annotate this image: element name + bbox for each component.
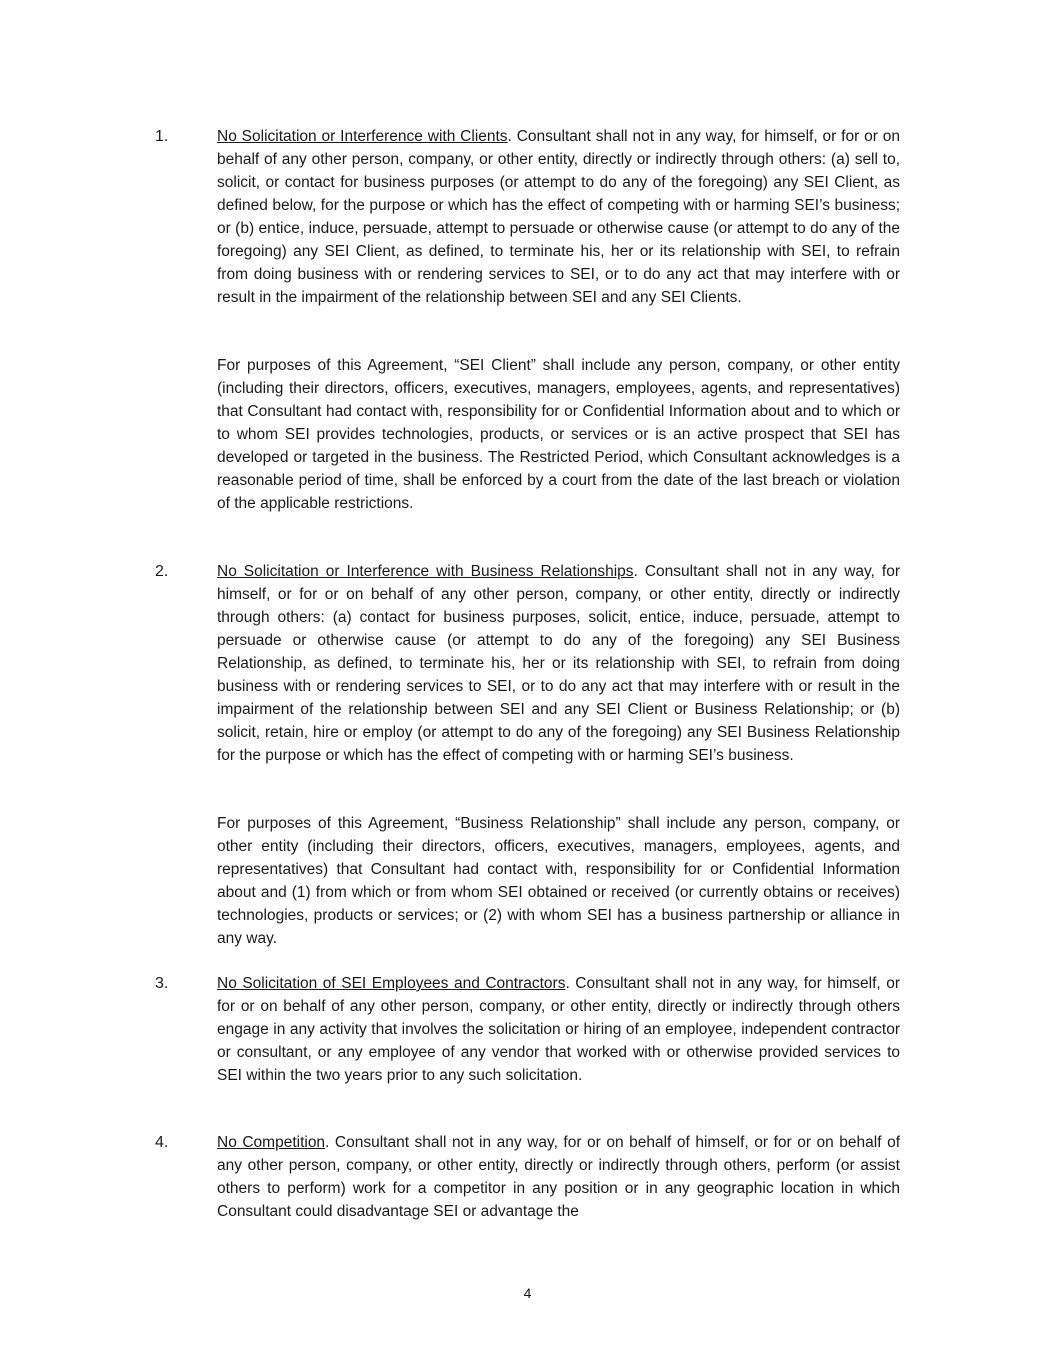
section-text: . Consultant shall not in any way, for himself, or for or on behalf of any other person, company, or other entity, directly or indirectly through others engage in any activity that involves the solicitation or hiring of an employee, independent contractor or consultant, or any employee of any vendor that worked with or otherwise provided services to SEI within the two years prior to any such solicitation. bbox=[217, 975, 901, 1084]
section-heading: No Competition bbox=[217, 1134, 326, 1151]
page-number: 4 bbox=[523, 1285, 532, 1301]
section-heading: No Solicitation or Interference with Business Relationships bbox=[217, 563, 634, 580]
section-text: . Consultant shall not in any way, for or on behalf of himself, or for or on behalf of any other person, company, or other entity, directly or indirectly through others, perform (or assist others to perform) work for a competitor in any position or in any geographic location in which Consultant could disadvantage SEI or advantage the bbox=[217, 1134, 900, 1220]
section-body bbox=[217, 1131, 900, 1223]
section-body bbox=[217, 972, 900, 1087]
section-heading: No Solicitation or Interference with Clients bbox=[217, 128, 508, 145]
section-text: . Consultant shall not in any way, for himself, or for or on behalf of any other person, company, or other entity, directly or indirectly through others: (a) contact for business purposes, solicit, entice, induce, persuade, attempt to persuade or otherwise cause (or attempt to do any of the foregoing) any SEI Business Relationship, as defined, to terminate his, her or its relationship with SEI, to refrain from doing business with or rendering services to SEI, or to do any act that may interfere with or result in the impairment of the relationship between SEI and any SEI Client or Business Relationship; or (b) solicit, retain, hire or employ (or attempt to do any of the foregoing) any SEI Business Relationship for the purpose or which has the effect of competing with or harming SEI’s business. bbox=[217, 563, 900, 764]
section-heading: No Solicitation of SEI Employees and Contractors bbox=[217, 975, 566, 992]
section-body bbox=[217, 560, 900, 767]
section-number: 4. bbox=[155, 1134, 169, 1151]
definition-paragraph-sei-client: For purposes of this Agreement, “SEI Client” shall include any person, company, or other entity (including their directors, officers, executives, managers, employees, agents, and representatives) that Consultant had contact with, responsibility for or Confidential Information about and to which or to whom SEI provides technologies, products, or services or is an active prospect that SEI has developed or targeted in the business. The Restricted Period, which Consultant acknowledges is a reasonable period of time, shall be enforced by a court from the date of the last breach or violation of the applicable restrictions. bbox=[217, 357, 900, 512]
section-body bbox=[217, 125, 900, 309]
section-number: 1. bbox=[155, 128, 169, 145]
section-number: 3. bbox=[155, 975, 169, 992]
section-number: 2. bbox=[155, 563, 169, 580]
definition-paragraph-business-relationship: For purposes of this Agreement, “Business Relationship” shall include any person, company, or other entity (including their directors, officers, executives, managers, employees, agents, and representatives) that Consultant had contact with, responsibility for or Confidential Information about and (1) from which or from whom SEI obtained or received (or currently obtains or receives) technologies, products or services; or (2) with whom SEI has a business partnership or alliance in any way. bbox=[217, 815, 900, 947]
section-text: . Consultant shall not in any way, for himself, or for or on behalf of any other person, company, or other entity, directly or indirectly through others: (a) sell to, solicit, or contact for business purposes (or attempt to do any of the foregoing) any SEI Client, as defined below, for the purpose or which has the effect of competing with or harming SEI’s business; or (b) entice, induce, persuade, attempt to persuade or otherwise cause (or attempt to do any of the foregoing) any SEI Client, as defined, to terminate his, her or its relationship with SEI, to refrain from doing business with or rendering services to SEI, or to do any act that may interfere with or result in the impairment of the relationship between SEI and any SEI Clients. bbox=[217, 128, 900, 306]
